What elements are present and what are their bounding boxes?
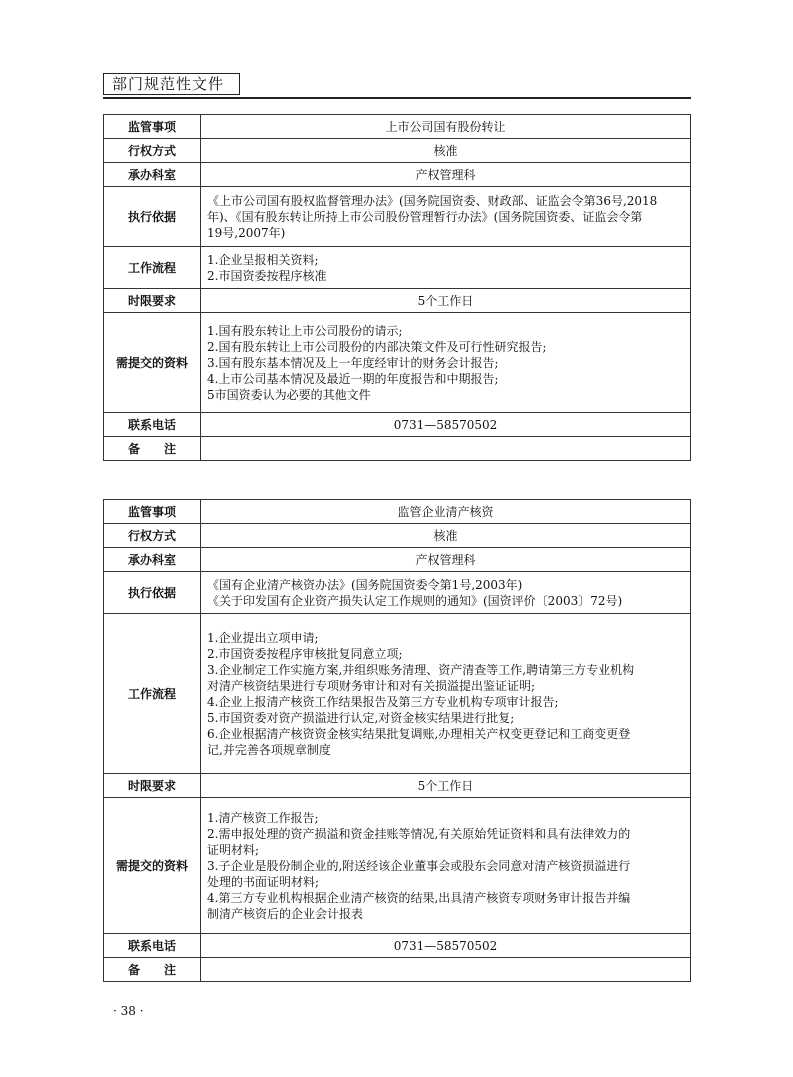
table-row [104, 247, 691, 289]
table-row [104, 500, 691, 524]
row-label: 执行依据 [104, 187, 201, 247]
row-value [201, 247, 691, 289]
row-label: 联系电话 [104, 934, 201, 958]
row-value [201, 313, 691, 413]
text-line: 《关于印发国有企业资产损失认定工作规则的通知》(国资评价〔2003〕72号) [207, 593, 623, 608]
row-value [201, 572, 691, 614]
section-header-title: 部门规范性文件 [103, 73, 240, 95]
text-line: 年)、《国有股东转让所持上市公司股份管理暂行办法》(国务院国资委、证监会令第 [207, 209, 643, 224]
text-line: 1.清产核资工作报告; [207, 810, 319, 825]
table-row [104, 958, 691, 982]
table-row [104, 163, 691, 187]
regulatory-item-table-listed-share-transfer [103, 114, 691, 461]
text-line: 3.子企业是股份制企业的,附送经该企业董事会或股东会同意对清产核资损溢进行 [207, 858, 631, 873]
row-label: 联系电话 [104, 413, 201, 437]
table-row [104, 572, 691, 614]
row-label: 需提交的资料 [104, 313, 201, 413]
table-row [104, 614, 691, 774]
table-row [104, 934, 691, 958]
row-value: 产权管理科 [201, 548, 691, 572]
row-value: 0731—58570502 [201, 413, 691, 437]
header-rule [103, 97, 691, 99]
row-value: 0731—58570502 [201, 934, 691, 958]
table-row [104, 139, 691, 163]
text-line: 5.市国资委对资产损溢进行认定,对资金核实结果进行批复; [207, 710, 515, 725]
table-row [104, 115, 691, 139]
row-value: 5个工作日 [201, 774, 691, 798]
text-line: 2.国有股东转让上市公司股份的内部决策文件及可行性研究报告; [207, 339, 547, 354]
row-value: 核准 [201, 139, 691, 163]
table-row [104, 437, 691, 461]
table-row [104, 413, 691, 437]
row-label: 监管事项 [104, 115, 201, 139]
text-line: 制清产核资后的企业会计报表 [207, 906, 364, 921]
row-label: 监管事项 [104, 500, 201, 524]
text-line: 2.市国资委按程序核准 [207, 268, 327, 283]
text-line: 5市国资委认为必要的其他文件 [207, 387, 371, 402]
text-line: 2.需申报处理的资产损溢和资金挂账等情况,有关原始凭证资料和具有法律效力的 [207, 826, 631, 841]
text-line: 《上市公司国有股权监督管理办法》(国务院国资委、财政部、证监会令第36号,2018 [207, 193, 658, 208]
page-number: · 38 · [113, 1004, 144, 1018]
row-value: 上市公司国有股份转让 [201, 115, 691, 139]
text-line: 证明材料; [207, 842, 260, 857]
row-label: 需提交的资料 [104, 798, 201, 934]
text-line: 4.企业上报清产核资工作结果报告及第三方专业机构专项审计报告; [207, 694, 559, 709]
row-label: 工作流程 [104, 247, 201, 289]
row-label: 执行依据 [104, 572, 201, 614]
row-value [201, 187, 691, 247]
row-value [201, 958, 691, 982]
row-label: 承办科室 [104, 163, 201, 187]
row-value: 产权管理科 [201, 163, 691, 187]
text-line: 1.国有股东转让上市公司股份的请示; [207, 323, 403, 338]
text-line: 对清产核资结果进行专项财务审计和对有关损溢提出鉴证证明; [207, 678, 536, 693]
row-label: 承办科室 [104, 548, 201, 572]
text-line: 记,并完善各项规章制度 [207, 742, 331, 757]
text-line: 19号,2007年) [207, 225, 286, 240]
row-label: 时限要求 [104, 289, 201, 313]
table-row [104, 548, 691, 572]
text-line: 1.企业呈报相关资料; [207, 252, 319, 267]
table-row [104, 798, 691, 934]
row-label: 工作流程 [104, 614, 201, 774]
text-line: 1.企业提出立项申请; [207, 630, 319, 645]
row-value [201, 798, 691, 934]
text-line: 3.国有股东基本情况及上一年度经审计的财务会计报告; [207, 355, 499, 370]
table-row [104, 289, 691, 313]
table-row [104, 524, 691, 548]
row-value [201, 614, 691, 774]
text-line: 6.企业根据清产核资资金核实结果批复调账,办理相关产权变更登记和工商变更登 [207, 726, 631, 741]
text-line: 《国有企业清产核资办法》(国务院国资委令第1号,2003年) [207, 577, 523, 592]
table-row [104, 313, 691, 413]
text-line: 4.上市公司基本情况及最近一期的年度报告和中期报告; [207, 371, 499, 386]
regulatory-item-table-asset-verification [103, 499, 691, 982]
row-label: 备 注 [104, 958, 201, 982]
text-line: 2.市国资委按程序审核批复同意立项; [207, 646, 403, 661]
table-row [104, 187, 691, 247]
row-value: 5个工作日 [201, 289, 691, 313]
row-value: 监管企业清产核资 [201, 500, 691, 524]
row-label: 行权方式 [104, 524, 201, 548]
row-label: 行权方式 [104, 139, 201, 163]
table-row [104, 774, 691, 798]
row-value: 核准 [201, 524, 691, 548]
text-line: 处理的书面证明材料; [207, 874, 320, 889]
row-label: 备 注 [104, 437, 201, 461]
row-label: 时限要求 [104, 774, 201, 798]
text-line: 3.企业制定工作实施方案,并组织账务清理、资产清查等工作,聘请第三方专业机构 [207, 662, 635, 677]
text-line: 4.第三方专业机构根据企业清产核资的结果,出具清产核资专项财务审计报告并编 [207, 890, 631, 905]
row-value [201, 437, 691, 461]
